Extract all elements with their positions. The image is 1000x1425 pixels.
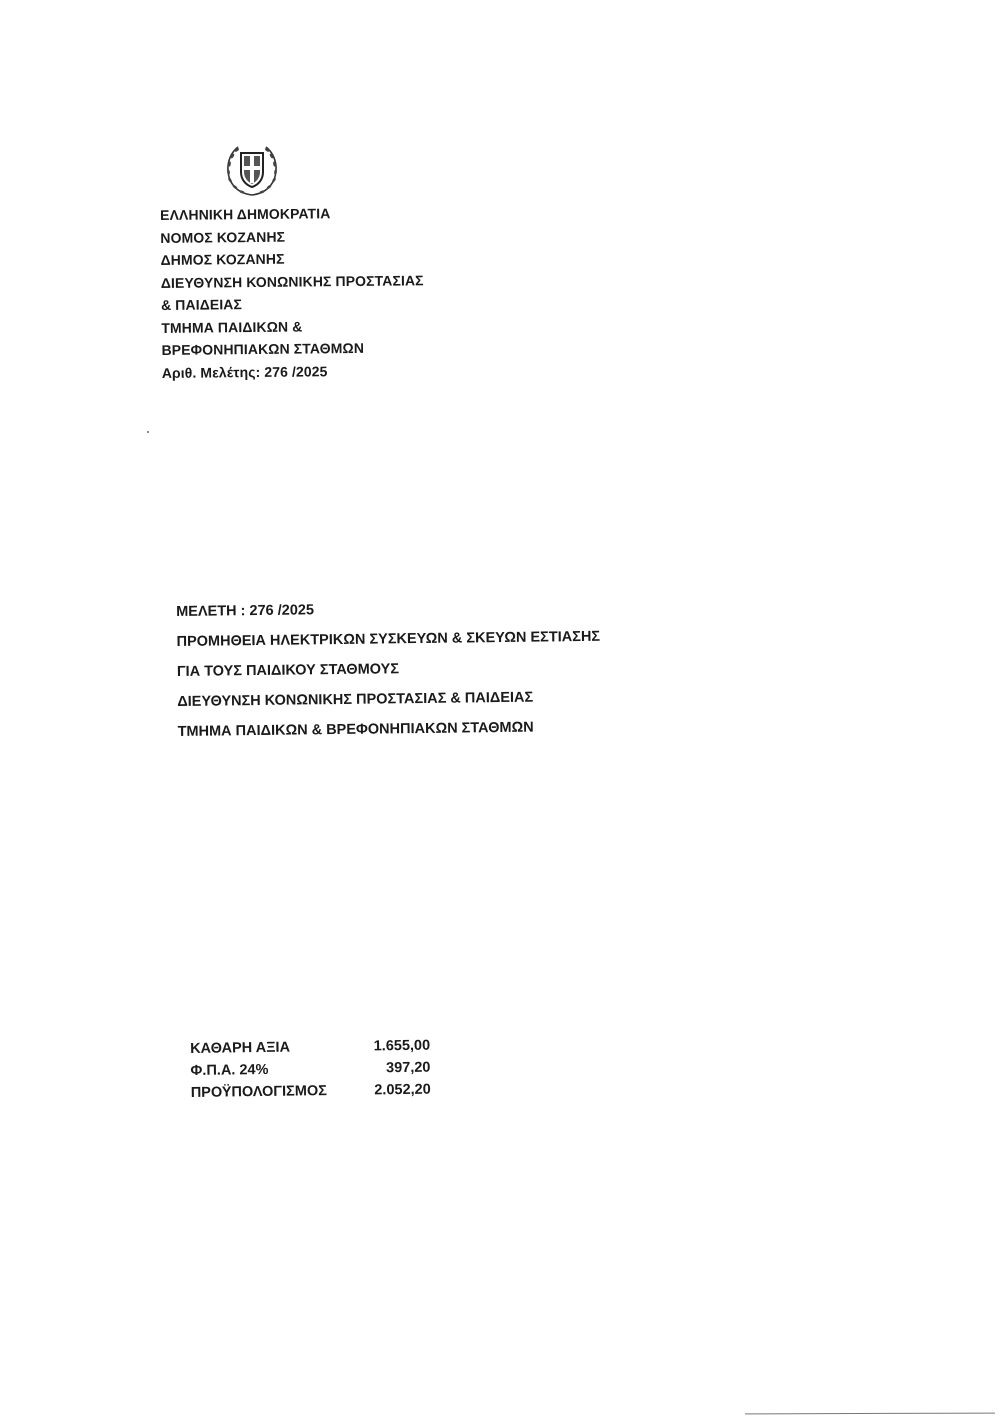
header-prefecture: ΝΟΜΟΣ ΚΟΖΑΝΗΣ [160,228,286,246]
study-directorate: ΔΙΕΥΘΥΝΣΗ ΚΟΝΩΝΙΚΗΣ ΠΡΟΣΤΑΣΙΑΣ & ΠΑΙΔΕΙΑΣ [177,689,534,710]
study-department: ΤΜΗΜΑ ΠΑΙΔΙΚΩΝ & ΒΡΕΦΟΝΗΠΙΑΚΩΝ ΣΤΑΘΜΩΝ [177,719,534,740]
budget-summary [190,1035,431,1104]
budget-amount: 397,20 [385,1059,431,1077]
header-country: ΕΛΛΗΝΙΚΗ ΔΗΜΟΚΡΑΤΙΑ [160,205,331,223]
scan-page-edge [745,1413,995,1415]
budget-label: ΠΡΟΫΠΟΛΟΓΙΣΜΟΣ [190,1083,327,1101]
budget-amount: 2.052,20 [374,1081,431,1099]
budget-amount: 1.655,00 [373,1037,431,1055]
header-municipality: ΔΗΜΟΣ ΚΟΖΑΝΗΣ [160,250,285,268]
header-directorate: ΔΙΕΥΘΥΝΣΗ ΚΟΝΩΝΙΚΗΣ ΠΡΟΣΤΑΣΙΑΣ [160,271,424,291]
budget-label: ΚΑΘΑΡΗ ΑΞΙΑ [190,1039,291,1057]
study-subject: ΠΡΟΜΗΘΕΙΑ ΗΛΕΚΤΡΙΚΩΝ ΣΥΣΚΕΥΩΝ & ΣΚΕΥΩΝ ΕΣΤΙΑΣΗΣ [176,628,601,650]
header-department-cont: ΒΡΕΦΟΝΗΠΙΑΚΩΝ ΣΤΑΘΜΩΝ [161,339,365,358]
header-department: ΤΜΗΜΑ ΠΑΙΔΙΚΩΝ & [161,318,303,336]
issuer-header [160,201,492,384]
header-study-number: Αριθ. Μελέτης: 276 /2025 [161,362,328,381]
scan-speck [147,431,149,433]
study-number: ΜΕΛΕΤΗ : 276 /2025 [176,602,315,620]
header-directorate-cont: & ΠΑΙΔΕΙΑΣ [160,296,243,313]
greek-coat-of-arms-icon [222,140,282,200]
study-subject-cont: ΓΙΑ ΤΟΥΣ ΠΑΙΔΙΚΟΥ ΣΤΑΘΜΟΥΣ [176,661,400,680]
budget-row-total [191,1079,431,1104]
study-title-block [176,591,638,747]
budget-label: Φ.Π.Α. 24% [190,1061,269,1079]
